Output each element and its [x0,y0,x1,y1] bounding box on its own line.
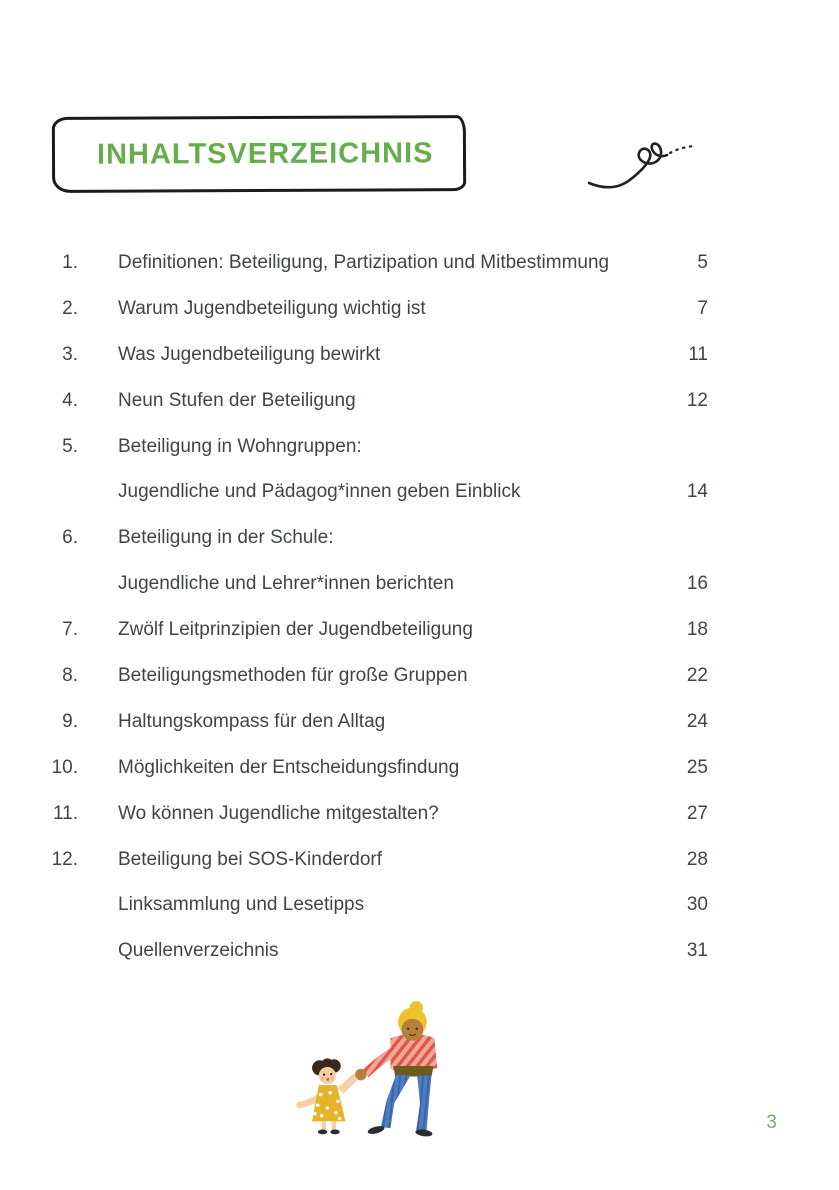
toc-row [40,286,708,332]
toc-item-page: 28 [686,848,708,870]
toc-item-number: 4. [62,389,78,411]
toc-item-title: Beteiligungsmethoden für große Gruppen [118,664,468,686]
toc-item-title: Möglichkeiten der Entscheidungsfindung [118,756,460,778]
scribble-doodle-icon [586,134,698,196]
toc-item-number: 11. [52,802,78,824]
toc-item-number: 6. [62,527,78,549]
title-box [52,115,466,193]
toc-item-page: 16 [686,573,708,595]
page-number: 3 [766,1112,777,1133]
toc-item-page: 27 [686,802,708,824]
toc-row [40,837,708,883]
toc-row [40,653,708,699]
toc-item-number: 3. [62,343,78,365]
toc-item-title: Warum Jugendbeteiligung wichtig ist [118,297,426,319]
toc-row [40,882,708,928]
toc-item-title: Haltungskompass für den Alltag [118,710,386,732]
toc-item-title: Jugendliche und Lehrer*innen berichten [118,573,454,595]
toc-item-page: 25 [686,756,708,778]
toc-row [40,607,708,653]
toc-row [40,378,708,424]
toc-row [40,699,708,745]
adult-child-illustration [292,1000,464,1153]
toc-item-number: 10. [51,756,78,778]
toc-item-number: 5. [62,435,78,457]
toc-item-page: 7 [697,297,708,319]
toc-item-number: 7. [62,619,78,641]
toc-item-page: 22 [686,664,708,686]
toc-item-number: 12. [51,848,78,870]
toc-item-page: 14 [686,481,708,503]
page-title: INHALTSVERZEICHNIS [96,136,434,171]
toc-row [40,928,708,974]
toc-item-title: Was Jugendbeteiligung bewirkt [118,343,381,365]
toc-item-number: 8. [62,664,78,686]
toc-item-page: 18 [686,619,708,641]
toc-item-page: 11 [688,343,708,365]
adult-figure [355,1001,437,1137]
toc-item-number: 1. [62,251,78,273]
toc-row [40,515,708,561]
toc-row [40,745,708,791]
toc-row [40,424,708,470]
toc-item-page: 12 [686,389,708,411]
toc-row [40,561,708,607]
toc-row [40,791,708,837]
child-figure [296,1058,358,1134]
toc-item-title: Linksammlung und Lesetipps [118,894,365,916]
toc-item-title: Definitionen: Beteiligung, Partizipation und Mitbestimmung [118,251,610,273]
toc-item-title: Beteiligung in Wohngruppen: [118,435,362,457]
toc-item-title: Quellenverzeichnis [118,940,279,962]
toc-item-title: Beteiligung in der Schule: [118,527,334,549]
toc-item-number: 2. [62,297,78,319]
toc-item-page: 24 [686,710,708,732]
toc-row [40,469,708,515]
toc-item-title: Neun Stufen der Beteiligung [118,389,356,411]
toc-item-page: 30 [686,894,708,916]
toc-item-page: 5 [697,251,708,273]
toc-item-number: 9. [62,710,78,732]
toc-item-title: Zwölf Leitprinzipien der Jugendbeteiligung [118,619,473,641]
toc-item-title: Jugendliche und Pädagog*innen geben Einblick [118,481,521,503]
toc-row [40,332,708,378]
toc-item-title: Beteiligung bei SOS-Kinderdorf [118,848,383,870]
toc-item-title: Wo können Jugendliche mitgestalten? [118,802,439,824]
toc-list [40,240,708,974]
toc-item-page: 31 [686,940,708,962]
toc-row [40,240,708,286]
